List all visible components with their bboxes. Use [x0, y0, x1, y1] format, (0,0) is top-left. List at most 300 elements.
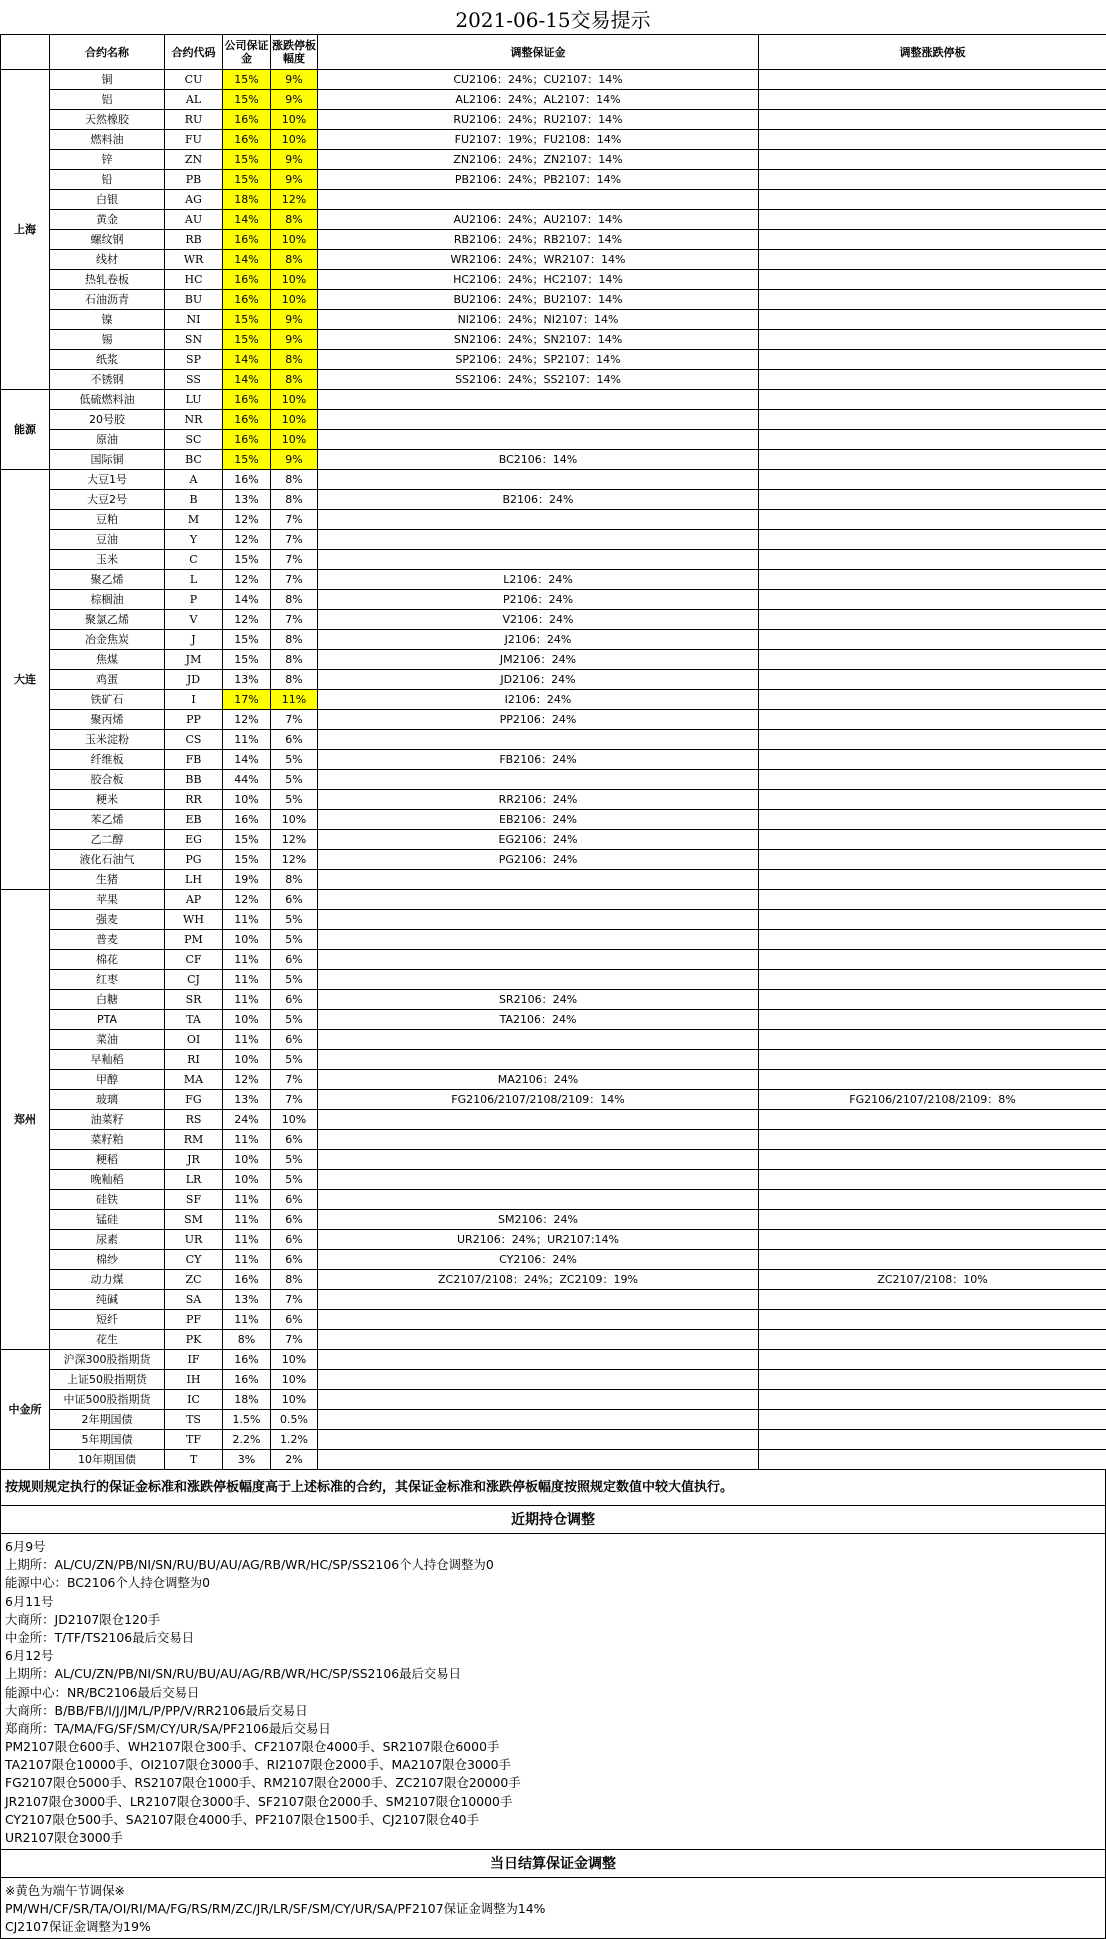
company-margin: 11%: [223, 1190, 271, 1210]
price-limit: 12%: [271, 830, 318, 850]
adjusted-limit: [759, 170, 1106, 190]
header-row: [1, 35, 1106, 70]
company-margin: 14%: [223, 750, 271, 770]
contract-name: 2年期国债: [50, 1410, 165, 1430]
adjusted-margin: I2106：24%: [318, 690, 759, 710]
position-adjust-line: PM2107限仓600手、WH2107限仓300手、CF2107限仓4000手、SR2107限仓6000手: [5, 1738, 1101, 1756]
table-row: [1, 1130, 1106, 1150]
contract-code: M: [165, 510, 223, 530]
adjusted-margin: [318, 430, 759, 450]
company-margin: 18%: [223, 190, 271, 210]
adjusted-margin: [318, 1370, 759, 1390]
table-row: [1, 650, 1106, 670]
contract-code: SM: [165, 1210, 223, 1230]
company-margin: 11%: [223, 730, 271, 750]
adjusted-limit: [759, 1030, 1106, 1050]
adjusted-margin: [318, 1310, 759, 1330]
contract-name: 豆粕: [50, 510, 165, 530]
company-margin: 16%: [223, 470, 271, 490]
adjusted-limit: [759, 510, 1106, 530]
contract-code: EB: [165, 810, 223, 830]
price-limit: 12%: [271, 190, 318, 210]
contract-code: PB: [165, 170, 223, 190]
table-row: [1, 1030, 1106, 1050]
table-row: [1, 1210, 1106, 1230]
contract-code: RB: [165, 230, 223, 250]
adjusted-limit: [759, 1370, 1106, 1390]
adjusted-limit: [759, 630, 1106, 650]
price-limit: 5%: [271, 1010, 318, 1030]
adjusted-limit: [759, 330, 1106, 350]
company-margin: 10%: [223, 1050, 271, 1070]
price-limit: 6%: [271, 1190, 318, 1210]
contract-name: 黄金: [50, 210, 165, 230]
contract-code: LH: [165, 870, 223, 890]
contract-name: 纯碱: [50, 1290, 165, 1310]
contract-name: PTA: [50, 1010, 165, 1030]
contract-code: IF: [165, 1350, 223, 1370]
price-limit: 9%: [271, 90, 318, 110]
adjusted-margin: [318, 870, 759, 890]
table-row: [1, 830, 1106, 850]
contract-code: RI: [165, 1050, 223, 1070]
adjusted-margin: [318, 1390, 759, 1410]
adjusted-margin: AL2106：24%；AL2107：14%: [318, 90, 759, 110]
adjusted-margin: MA2106：24%: [318, 1070, 759, 1090]
adjusted-margin: AU2106：24%；AU2107：14%: [318, 210, 759, 230]
adjusted-limit: [759, 810, 1106, 830]
contract-code: V: [165, 610, 223, 630]
price-limit: 7%: [271, 1090, 318, 1110]
adjusted-margin: [318, 1450, 759, 1470]
price-limit: 0.5%: [271, 1410, 318, 1430]
adjusted-limit: [759, 970, 1106, 990]
adjusted-margin: L2106：24%: [318, 570, 759, 590]
contract-code: AP: [165, 890, 223, 910]
price-limit: 6%: [271, 1030, 318, 1050]
contract-name: 粳米: [50, 790, 165, 810]
contract-name: 铅: [50, 170, 165, 190]
company-margin: 15%: [223, 310, 271, 330]
contract-code: RS: [165, 1110, 223, 1130]
price-limit: 7%: [271, 1290, 318, 1310]
table-row: [1, 330, 1106, 350]
adjusted-limit: [759, 870, 1106, 890]
contract-name: 聚丙烯: [50, 710, 165, 730]
price-limit: 5%: [271, 930, 318, 950]
contract-code: LR: [165, 1170, 223, 1190]
adjusted-limit: [759, 610, 1106, 630]
contract-name: 石油沥青: [50, 290, 165, 310]
adjusted-margin: [318, 950, 759, 970]
price-limit: 8%: [271, 670, 318, 690]
header-adjust-margin: 调整保证金: [318, 35, 759, 70]
position-adjust-line: CY2107限仓500手、SA2107限仓4000手、PF2107限仓1500手、CJ2107限仓40手: [5, 1811, 1101, 1829]
adjusted-limit: [759, 210, 1106, 230]
header-adjust-limit: 调整涨跌停板: [759, 35, 1106, 70]
price-limit: 9%: [271, 310, 318, 330]
company-margin: 11%: [223, 1250, 271, 1270]
table-row: [1, 150, 1106, 170]
company-margin: 11%: [223, 910, 271, 930]
table-row: [1, 690, 1106, 710]
company-margin: 14%: [223, 370, 271, 390]
adjusted-margin: EG2106：24%: [318, 830, 759, 850]
company-margin: 14%: [223, 250, 271, 270]
adjusted-margin: V2106：24%: [318, 610, 759, 630]
adjusted-margin: HC2106：24%；HC2107：14%: [318, 270, 759, 290]
adjusted-limit: [759, 1410, 1106, 1430]
adjusted-limit: [759, 830, 1106, 850]
price-limit: 9%: [271, 330, 318, 350]
price-limit: 10%: [271, 130, 318, 150]
company-margin: 10%: [223, 790, 271, 810]
adjusted-margin: [318, 1130, 759, 1150]
adjusted-limit: [759, 770, 1106, 790]
contract-code: PF: [165, 1310, 223, 1330]
page-title: 2021-06-15交易提示: [0, 0, 1106, 34]
adjusted-margin: [318, 730, 759, 750]
adjusted-margin: [318, 1410, 759, 1430]
company-margin: 8%: [223, 1330, 271, 1350]
contract-name: 5年期国债: [50, 1430, 165, 1450]
adjusted-margin: [318, 1170, 759, 1190]
header-name: 合约名称: [50, 35, 165, 70]
adjusted-margin: [318, 1150, 759, 1170]
company-margin: 11%: [223, 1230, 271, 1250]
adjusted-margin: EB2106：24%: [318, 810, 759, 830]
adjusted-limit: [759, 1430, 1106, 1450]
company-margin: 13%: [223, 1090, 271, 1110]
contract-name: 强麦: [50, 910, 165, 930]
company-margin: 16%: [223, 110, 271, 130]
settlement-adjust-line: PM/WH/CF/SR/TA/OI/RI/MA/FG/RS/RM/ZC/JR/LR/SF/SM/CY/UR/SA/PF2107保证金调整为14%: [5, 1900, 1101, 1918]
contract-code: BC: [165, 450, 223, 470]
contract-name: 镍: [50, 310, 165, 330]
company-margin: 14%: [223, 210, 271, 230]
price-limit: 10%: [271, 1370, 318, 1390]
company-margin: 15%: [223, 90, 271, 110]
contract-name: 国际铜: [50, 450, 165, 470]
contract-code: NI: [165, 310, 223, 330]
contract-name: 动力煤: [50, 1270, 165, 1290]
contract-code: IC: [165, 1390, 223, 1410]
contract-name: 锌: [50, 150, 165, 170]
adjusted-limit: [759, 310, 1106, 330]
contract-name: 棉花: [50, 950, 165, 970]
table-row: [1, 770, 1106, 790]
table-row: [1, 1450, 1106, 1470]
table-row: [1, 730, 1106, 750]
contract-code: SF: [165, 1190, 223, 1210]
adjusted-limit: [759, 1130, 1106, 1150]
price-limit: 5%: [271, 1170, 318, 1190]
adjusted-limit: [759, 290, 1106, 310]
table-row: [1, 1370, 1106, 1390]
company-margin: 12%: [223, 610, 271, 630]
adjusted-limit: [759, 1310, 1106, 1330]
header-code: 合约代码: [165, 35, 223, 70]
contract-code: OI: [165, 1030, 223, 1050]
company-margin: 16%: [223, 810, 271, 830]
adjusted-limit: [759, 70, 1106, 90]
adjusted-margin: JD2106：24%: [318, 670, 759, 690]
adjusted-limit: [759, 990, 1106, 1010]
adjusted-margin: SS2106：24%；SS2107：14%: [318, 370, 759, 390]
contract-name: 螺纹钢: [50, 230, 165, 250]
contract-code: CJ: [165, 970, 223, 990]
adjusted-margin: [318, 930, 759, 950]
contract-code: AL: [165, 90, 223, 110]
table-row: [1, 1390, 1106, 1410]
contract-name: 油菜籽: [50, 1110, 165, 1130]
table-row: [1, 90, 1106, 110]
table-row: [1, 430, 1106, 450]
contract-code: SS: [165, 370, 223, 390]
contract-name: 晚籼稻: [50, 1170, 165, 1190]
company-margin: 15%: [223, 550, 271, 570]
price-limit: 10%: [271, 390, 318, 410]
table-row: [1, 410, 1106, 430]
price-limit: 11%: [271, 690, 318, 710]
company-margin: 3%: [223, 1450, 271, 1470]
header-region: [1, 35, 50, 70]
contract-name: 菜油: [50, 1030, 165, 1050]
adjusted-limit: ZC2107/2108：10%: [759, 1270, 1106, 1290]
contract-name: 纤维板: [50, 750, 165, 770]
contract-code: P: [165, 590, 223, 610]
contract-name: 鸡蛋: [50, 670, 165, 690]
price-limit: 7%: [271, 570, 318, 590]
position-adjust-line: 上期所：AL/CU/ZN/PB/NI/SN/RU/BU/AU/AG/RB/WR/HC/SP/SS2106个人持仓调整为0: [5, 1556, 1101, 1574]
company-margin: 11%: [223, 1130, 271, 1150]
contract-code: AU: [165, 210, 223, 230]
contract-name: 玉米淀粉: [50, 730, 165, 750]
table-row: [1, 990, 1106, 1010]
table-row: [1, 1230, 1106, 1250]
adjusted-margin: CY2106：24%: [318, 1250, 759, 1270]
contract-name: 锰硅: [50, 1210, 165, 1230]
company-margin: 16%: [223, 410, 271, 430]
adjusted-limit: [759, 1170, 1106, 1190]
contract-name: 白糖: [50, 990, 165, 1010]
company-margin: 11%: [223, 1210, 271, 1230]
table-row: [1, 290, 1106, 310]
adjusted-margin: [318, 510, 759, 530]
contract-code: JM: [165, 650, 223, 670]
company-margin: 13%: [223, 1290, 271, 1310]
region-label: 上海: [1, 70, 50, 390]
settlement-adjust-title: 当日结算保证金调整: [0, 1850, 1106, 1878]
company-margin: 10%: [223, 1170, 271, 1190]
contract-name: 玻璃: [50, 1090, 165, 1110]
company-margin: 16%: [223, 290, 271, 310]
contract-code: NR: [165, 410, 223, 430]
company-margin: 16%: [223, 390, 271, 410]
header-margin: 公司保证金: [223, 35, 271, 70]
position-adjust-line: JR2107限仓3000手、LR2107限仓3000手、SF2107限仓2000手、SM2107限仓10000手: [5, 1793, 1101, 1811]
company-margin: 11%: [223, 1030, 271, 1050]
table-row: [1, 1250, 1106, 1270]
price-limit: 5%: [271, 1150, 318, 1170]
adjusted-margin: SR2106：24%: [318, 990, 759, 1010]
company-margin: 10%: [223, 930, 271, 950]
company-margin: 16%: [223, 130, 271, 150]
contract-name: 上证50股指期货: [50, 1370, 165, 1390]
table-row: [1, 1310, 1106, 1330]
contract-name: 苹果: [50, 890, 165, 910]
contract-code: EG: [165, 830, 223, 850]
contract-code: SC: [165, 430, 223, 450]
adjusted-limit: [759, 1330, 1106, 1350]
price-limit: 8%: [271, 630, 318, 650]
position-adjust-line: TA2107限仓10000手、OI2107限仓3000手、RI2107限仓2000手、MA2107限仓3000手: [5, 1756, 1101, 1774]
adjusted-margin: PB2106：24%；PB2107：14%: [318, 170, 759, 190]
table-row: [1, 210, 1106, 230]
price-limit: 2%: [271, 1450, 318, 1470]
company-margin: 15%: [223, 70, 271, 90]
contract-code: I: [165, 690, 223, 710]
table-row: [1, 510, 1106, 530]
adjusted-margin: [318, 190, 759, 210]
adjusted-margin: BU2106：24%；BU2107：14%: [318, 290, 759, 310]
company-margin: 15%: [223, 830, 271, 850]
price-limit: 6%: [271, 1310, 318, 1330]
company-margin: 12%: [223, 530, 271, 550]
adjusted-margin: RR2106：24%: [318, 790, 759, 810]
price-limit: 10%: [271, 1390, 318, 1410]
table-row: [1, 350, 1106, 370]
contract-code: PP: [165, 710, 223, 730]
contract-code: RM: [165, 1130, 223, 1150]
contract-code: SR: [165, 990, 223, 1010]
adjusted-margin: SP2106：24%；SP2107：14%: [318, 350, 759, 370]
contract-name: 铝: [50, 90, 165, 110]
adjusted-limit: [759, 950, 1106, 970]
contract-code: SP: [165, 350, 223, 370]
table-row: [1, 570, 1106, 590]
table-row: [1, 910, 1106, 930]
price-limit: 8%: [271, 350, 318, 370]
region-label: 大连: [1, 470, 50, 890]
company-margin: 10%: [223, 1150, 271, 1170]
contract-name: 粳稻: [50, 1150, 165, 1170]
table-row: [1, 470, 1106, 490]
position-adjust-line: 6月9号: [5, 1538, 1101, 1556]
price-limit: 10%: [271, 810, 318, 830]
adjusted-margin: [318, 410, 759, 430]
table-row: [1, 450, 1106, 470]
contract-code: TA: [165, 1010, 223, 1030]
price-limit: 9%: [271, 150, 318, 170]
adjusted-limit: [759, 1450, 1106, 1470]
contract-code: A: [165, 470, 223, 490]
adjusted-limit: [759, 350, 1106, 370]
adjusted-limit: [759, 110, 1106, 130]
price-limit: 7%: [271, 510, 318, 530]
adjusted-margin: [318, 1330, 759, 1350]
adjusted-margin: UR2106：24%；UR2107:14%: [318, 1230, 759, 1250]
contract-code: Y: [165, 530, 223, 550]
adjusted-limit: [759, 270, 1106, 290]
price-limit: 9%: [271, 70, 318, 90]
contract-code: CF: [165, 950, 223, 970]
table-row: [1, 130, 1106, 150]
adjusted-limit: [759, 530, 1106, 550]
price-limit: 6%: [271, 1210, 318, 1230]
adjusted-limit: [759, 250, 1106, 270]
contract-code: BU: [165, 290, 223, 310]
contract-code: PG: [165, 850, 223, 870]
company-margin: 12%: [223, 710, 271, 730]
company-margin: 12%: [223, 1070, 271, 1090]
adjusted-limit: [759, 1110, 1106, 1130]
adjusted-limit: [759, 930, 1106, 950]
company-margin: 14%: [223, 590, 271, 610]
table-row: [1, 950, 1106, 970]
company-margin: 18%: [223, 1390, 271, 1410]
adjusted-margin: ZC2107/2108：24%；ZC2109：19%: [318, 1270, 759, 1290]
adjusted-margin: [318, 470, 759, 490]
adjusted-limit: [759, 450, 1106, 470]
contract-code: FU: [165, 130, 223, 150]
adjusted-limit: [759, 790, 1106, 810]
price-limit: 6%: [271, 1130, 318, 1150]
company-margin: 15%: [223, 150, 271, 170]
contract-code: IH: [165, 1370, 223, 1390]
adjusted-limit: [759, 1350, 1106, 1370]
contract-name: 尿素: [50, 1230, 165, 1250]
company-margin: 15%: [223, 450, 271, 470]
adjusted-margin: SM2106：24%: [318, 1210, 759, 1230]
position-adjust-line: 大商所：JD2107限仓120手: [5, 1611, 1101, 1629]
price-limit: 8%: [271, 650, 318, 670]
company-margin: 13%: [223, 670, 271, 690]
price-limit: 12%: [271, 850, 318, 870]
adjusted-margin: JM2106：24%: [318, 650, 759, 670]
price-limit: 7%: [271, 530, 318, 550]
adjusted-margin: [318, 1050, 759, 1070]
adjusted-limit: [759, 410, 1106, 430]
table-row: [1, 310, 1106, 330]
table-row: [1, 1010, 1106, 1030]
position-adjust-line: 6月12号: [5, 1647, 1101, 1665]
price-limit: 5%: [271, 1050, 318, 1070]
contract-code: ZN: [165, 150, 223, 170]
adjusted-margin: PP2106：24%: [318, 710, 759, 730]
adjusted-limit: [759, 670, 1106, 690]
table-row: [1, 1050, 1106, 1070]
company-margin: 15%: [223, 650, 271, 670]
table-row: [1, 710, 1106, 730]
price-limit: 5%: [271, 910, 318, 930]
adjusted-limit: [759, 650, 1106, 670]
settlement-adjust-line: ※黄色为端午节调保※: [5, 1882, 1101, 1900]
adjusted-margin: [318, 770, 759, 790]
table-row: [1, 1190, 1106, 1210]
position-adjust-line: FG2107限仓5000手、RS2107限仓1000手、RM2107限仓2000手、ZC2107限仓20000手: [5, 1774, 1101, 1792]
contract-name: 短纤: [50, 1310, 165, 1330]
company-margin: 24%: [223, 1110, 271, 1130]
contract-name: 苯乙烯: [50, 810, 165, 830]
position-adjust-line: 6月11号: [5, 1593, 1101, 1611]
contract-name: 10年期国债: [50, 1450, 165, 1470]
table-row: [1, 930, 1106, 950]
adjusted-margin: FU2107：19%；FU2108：14%: [318, 130, 759, 150]
adjusted-limit: [759, 850, 1106, 870]
settlement-adjust-line: CJ2107保证金调整为19%: [5, 1918, 1101, 1936]
price-limit: 1.2%: [271, 1430, 318, 1450]
